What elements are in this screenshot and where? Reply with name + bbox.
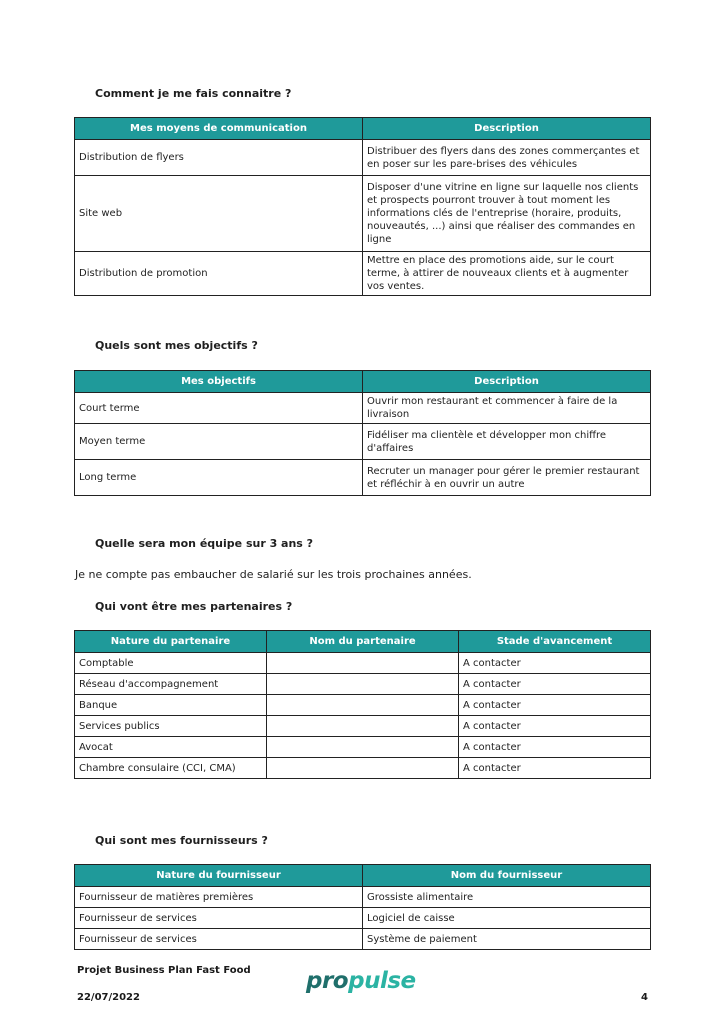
- table-row: [75, 140, 651, 176]
- table-cell: Moyen terme: [75, 424, 363, 460]
- column-header: Nom du fournisseur: [363, 865, 651, 887]
- column-header: Nature du partenaire: [75, 631, 267, 653]
- column-header: Mes moyens de communication: [75, 118, 363, 140]
- table-cell: Services publics: [75, 716, 267, 737]
- table-row: [75, 674, 651, 695]
- column-header: Nature du fournisseur: [75, 865, 363, 887]
- table-header-row: [75, 118, 651, 140]
- table-cell: A contacter: [459, 674, 651, 695]
- table-cell: Système de paiement: [363, 929, 651, 950]
- footer-title: Projet Business Plan Fast Food: [77, 965, 251, 976]
- table-cell: Fournisseur de services: [75, 908, 363, 929]
- logo-part-2: pulse: [348, 968, 416, 994]
- table-cell: Comptable: [75, 653, 267, 674]
- table-cell: Réseau d'accompagnement: [75, 674, 267, 695]
- table-row: [75, 716, 651, 737]
- table-row: [75, 252, 651, 296]
- column-header: Stade d'avancement: [459, 631, 651, 653]
- table-row: [75, 393, 651, 424]
- table-cell: Fournisseur de services: [75, 929, 363, 950]
- logo-part-1: pro: [306, 968, 349, 994]
- table-cell: Chambre consulaire (CCI, CMA): [75, 758, 267, 779]
- table-row: [75, 424, 651, 460]
- objectives-table: [74, 370, 651, 496]
- table-row: [75, 908, 651, 929]
- table-cell: Logiciel de caisse: [363, 908, 651, 929]
- table-cell: Site web: [75, 176, 363, 252]
- table-cell: [267, 674, 459, 695]
- propulse-logo: [306, 968, 416, 994]
- section-heading-communication: Comment je me fais connaitre ?: [95, 87, 292, 100]
- table-cell: Fournisseur de matières premières: [75, 887, 363, 908]
- section-heading-objectives: Quels sont mes objectifs ?: [95, 339, 258, 352]
- table-cell: A contacter: [459, 737, 651, 758]
- column-header: Mes objectifs: [75, 371, 363, 393]
- table-cell: Banque: [75, 695, 267, 716]
- section-heading-suppliers: Qui sont mes fournisseurs ?: [95, 834, 268, 847]
- table-cell: Avocat: [75, 737, 267, 758]
- table-row: [75, 695, 651, 716]
- table-cell: Distribution de promotion: [75, 252, 363, 296]
- table-row: [75, 737, 651, 758]
- table-cell: [267, 737, 459, 758]
- page-number: 4: [641, 992, 648, 1003]
- table-cell: [267, 716, 459, 737]
- table-cell: Disposer d'une vitrine en ligne sur laquelle nos clients et prospects pourront trouver à tout moment les informations clés de l'entreprise (horaire, produits, nouveautés, ...) ainsi que réaliser des commandes en ligne: [363, 176, 651, 252]
- partners-table: [74, 630, 651, 779]
- section-heading-team: Quelle sera mon équipe sur 3 ans ?: [95, 537, 314, 550]
- table-row: [75, 887, 651, 908]
- table-cell: A contacter: [459, 653, 651, 674]
- table-cell: Fidéliser ma clientèle et développer mon chiffre d'affaires: [363, 424, 651, 460]
- team-paragraph: Je ne compte pas embaucher de salarié sur les trois prochaines années.: [75, 568, 472, 581]
- table-cell: [267, 695, 459, 716]
- column-header: Nom du partenaire: [267, 631, 459, 653]
- table-cell: Court terme: [75, 393, 363, 424]
- table-cell: Distribuer des flyers dans des zones commerçantes et en poser sur les pare-brises des véhicules: [363, 140, 651, 176]
- section-heading-partners: Qui vont être mes partenaires ?: [95, 600, 293, 613]
- table-row: [75, 929, 651, 950]
- table-row: [75, 653, 651, 674]
- communication-table: [74, 117, 651, 296]
- footer-date: 22/07/2022: [77, 992, 140, 1003]
- table-row: [75, 176, 651, 252]
- table-cell: [267, 758, 459, 779]
- table-cell: Mettre en place des promotions aide, sur le court terme, à attirer de nouveaux clients et à augmenter vos ventes.: [363, 252, 651, 296]
- table-cell: A contacter: [459, 758, 651, 779]
- table-cell: Grossiste alimentaire: [363, 887, 651, 908]
- table-cell: Distribution de flyers: [75, 140, 363, 176]
- table-cell: Long terme: [75, 460, 363, 496]
- table-cell: A contacter: [459, 716, 651, 737]
- table-row: [75, 460, 651, 496]
- table-header-row: [75, 631, 651, 653]
- column-header: Description: [363, 371, 651, 393]
- table-cell: A contacter: [459, 695, 651, 716]
- table-cell: Recruter un manager pour gérer le premier restaurant et réfléchir à en ouvrir un autre: [363, 460, 651, 496]
- suppliers-table: [74, 864, 651, 950]
- column-header: Description: [363, 118, 651, 140]
- table-header-row: [75, 371, 651, 393]
- table-row: [75, 758, 651, 779]
- table-header-row: [75, 865, 651, 887]
- table-cell: [267, 653, 459, 674]
- table-cell: Ouvrir mon restaurant et commencer à faire de la livraison: [363, 393, 651, 424]
